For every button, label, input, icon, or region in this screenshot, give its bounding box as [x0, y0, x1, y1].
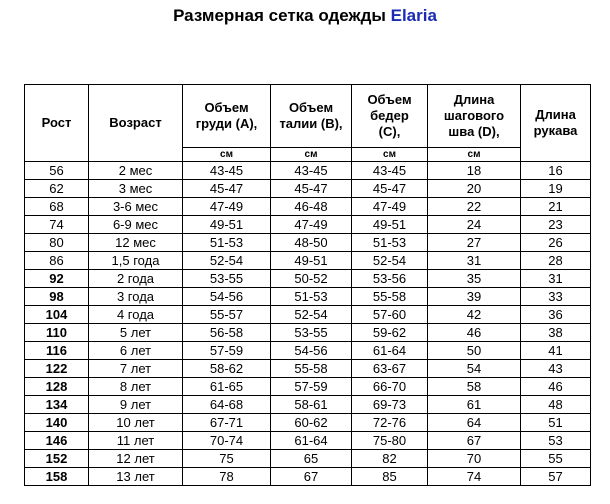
cell-chest: 51-53	[183, 234, 271, 252]
cell-chest: 64-68	[183, 396, 271, 414]
table-row	[25, 324, 591, 342]
cell-inseam: 67	[428, 432, 521, 450]
cell-waist: 46-48	[271, 198, 352, 216]
cell-age: 11 лет	[89, 432, 183, 450]
cell-waist: 67	[271, 468, 352, 486]
cell-chest: 49-51	[183, 216, 271, 234]
brand-name: Elaria	[390, 6, 437, 25]
header-row	[25, 85, 591, 148]
cell-height: 98	[25, 288, 89, 306]
cell-height: 86	[25, 252, 89, 270]
unit-waist: см	[271, 148, 352, 162]
cell-age: 3 мес	[89, 180, 183, 198]
cell-inseam: 61	[428, 396, 521, 414]
cell-age: 4 года	[89, 306, 183, 324]
cell-chest: 52-54	[183, 252, 271, 270]
cell-height: 158	[25, 468, 89, 486]
unit-inseam: см	[428, 148, 521, 162]
cell-waist: 47-49	[271, 216, 352, 234]
cell-inseam: 64	[428, 414, 521, 432]
cell-age: 7 лет	[89, 360, 183, 378]
cell-sleeve: 19	[521, 180, 591, 198]
cell-sleeve: 33	[521, 288, 591, 306]
cell-inseam: 58	[428, 378, 521, 396]
cell-sleeve: 16	[521, 162, 591, 180]
table-row	[25, 198, 591, 216]
cell-chest: 58-62	[183, 360, 271, 378]
cell-waist: 54-56	[271, 342, 352, 360]
table-row	[25, 288, 591, 306]
cell-hip: 51-53	[352, 234, 428, 252]
size-chart-table	[24, 84, 591, 486]
cell-sleeve: 57	[521, 468, 591, 486]
header-waist: Объем талии (B),	[271, 85, 352, 148]
cell-hip: 57-60	[352, 306, 428, 324]
cell-age: 6 лет	[89, 342, 183, 360]
cell-inseam: 18	[428, 162, 521, 180]
cell-waist: 49-51	[271, 252, 352, 270]
table-row	[25, 378, 591, 396]
cell-chest: 53-55	[183, 270, 271, 288]
cell-hip: 82	[352, 450, 428, 468]
cell-hip: 63-67	[352, 360, 428, 378]
page-title	[0, 5, 610, 27]
cell-height: 152	[25, 450, 89, 468]
cell-age: 10 лет	[89, 414, 183, 432]
cell-height: 128	[25, 378, 89, 396]
cell-waist: 51-53	[271, 288, 352, 306]
cell-chest: 70-74	[183, 432, 271, 450]
cell-age: 12 лет	[89, 450, 183, 468]
cell-waist: 43-45	[271, 162, 352, 180]
cell-sleeve: 53	[521, 432, 591, 450]
cell-height: 62	[25, 180, 89, 198]
cell-sleeve: 26	[521, 234, 591, 252]
cell-height: 134	[25, 396, 89, 414]
cell-height: 122	[25, 360, 89, 378]
cell-inseam: 24	[428, 216, 521, 234]
cell-height: 110	[25, 324, 89, 342]
cell-age: 1,5 года	[89, 252, 183, 270]
cell-inseam: 22	[428, 198, 521, 216]
cell-waist: 58-61	[271, 396, 352, 414]
cell-height: 116	[25, 342, 89, 360]
cell-chest: 47-49	[183, 198, 271, 216]
cell-waist: 60-62	[271, 414, 352, 432]
table-row	[25, 162, 591, 180]
cell-chest: 61-65	[183, 378, 271, 396]
cell-age: 5 лет	[89, 324, 183, 342]
cell-age: 2 мес	[89, 162, 183, 180]
cell-waist: 65	[271, 450, 352, 468]
table-row	[25, 468, 591, 486]
cell-sleeve: 46	[521, 378, 591, 396]
cell-sleeve: 23	[521, 216, 591, 234]
cell-inseam: 54	[428, 360, 521, 378]
cell-sleeve: 38	[521, 324, 591, 342]
cell-waist: 57-59	[271, 378, 352, 396]
table-body	[25, 162, 591, 486]
table-row	[25, 360, 591, 378]
cell-hip: 85	[352, 468, 428, 486]
table-row	[25, 306, 591, 324]
cell-age: 3 года	[89, 288, 183, 306]
cell-sleeve: 51	[521, 414, 591, 432]
cell-sleeve: 48	[521, 396, 591, 414]
cell-hip: 49-51	[352, 216, 428, 234]
cell-hip: 69-73	[352, 396, 428, 414]
cell-inseam: 27	[428, 234, 521, 252]
cell-inseam: 42	[428, 306, 521, 324]
cell-height: 80	[25, 234, 89, 252]
cell-height: 146	[25, 432, 89, 450]
cell-chest: 56-58	[183, 324, 271, 342]
cell-height: 56	[25, 162, 89, 180]
cell-age: 12 мес	[89, 234, 183, 252]
cell-chest: 78	[183, 468, 271, 486]
cell-chest: 57-59	[183, 342, 271, 360]
cell-inseam: 46	[428, 324, 521, 342]
cell-age: 9 лет	[89, 396, 183, 414]
table-row	[25, 396, 591, 414]
cell-waist: 52-54	[271, 306, 352, 324]
cell-sleeve: 43	[521, 360, 591, 378]
table-row	[25, 234, 591, 252]
cell-inseam: 39	[428, 288, 521, 306]
table-row	[25, 270, 591, 288]
cell-hip: 52-54	[352, 252, 428, 270]
cell-sleeve: 21	[521, 198, 591, 216]
cell-inseam: 35	[428, 270, 521, 288]
cell-hip: 43-45	[352, 162, 428, 180]
cell-waist: 55-58	[271, 360, 352, 378]
cell-chest: 54-56	[183, 288, 271, 306]
table-row	[25, 432, 591, 450]
cell-hip: 72-76	[352, 414, 428, 432]
header-hip: Объем бедер (C),	[352, 85, 428, 148]
cell-sleeve: 41	[521, 342, 591, 360]
header-height: Рост	[25, 85, 89, 162]
table-row	[25, 414, 591, 432]
header-inseam: Длина шагового шва (D),	[428, 85, 521, 148]
cell-sleeve: 28	[521, 252, 591, 270]
table-row	[25, 252, 591, 270]
cell-chest: 75	[183, 450, 271, 468]
cell-hip: 61-64	[352, 342, 428, 360]
cell-age: 8 лет	[89, 378, 183, 396]
unit-hip: см	[352, 148, 428, 162]
cell-hip: 66-70	[352, 378, 428, 396]
cell-hip: 53-56	[352, 270, 428, 288]
unit-chest: см	[183, 148, 271, 162]
cell-sleeve: 55	[521, 450, 591, 468]
table-row	[25, 216, 591, 234]
cell-inseam: 74	[428, 468, 521, 486]
cell-inseam: 20	[428, 180, 521, 198]
cell-age: 2 года	[89, 270, 183, 288]
cell-height: 68	[25, 198, 89, 216]
table-row	[25, 342, 591, 360]
cell-chest: 55-57	[183, 306, 271, 324]
cell-inseam: 70	[428, 450, 521, 468]
table-row	[25, 450, 591, 468]
cell-chest: 67-71	[183, 414, 271, 432]
cell-chest: 43-45	[183, 162, 271, 180]
cell-height: 140	[25, 414, 89, 432]
cell-inseam: 31	[428, 252, 521, 270]
cell-hip: 59-62	[352, 324, 428, 342]
cell-hip: 45-47	[352, 180, 428, 198]
cell-waist: 53-55	[271, 324, 352, 342]
cell-height: 104	[25, 306, 89, 324]
cell-hip: 47-49	[352, 198, 428, 216]
table-row	[25, 180, 591, 198]
cell-waist: 50-52	[271, 270, 352, 288]
cell-age: 3-6 мес	[89, 198, 183, 216]
header-sleeve: Длина рукава	[521, 85, 591, 162]
cell-height: 74	[25, 216, 89, 234]
header-chest: Объем груди (A),	[183, 85, 271, 148]
cell-sleeve: 36	[521, 306, 591, 324]
cell-age: 13 лет	[89, 468, 183, 486]
title-prefix: Размерная сетка одежды	[173, 6, 391, 25]
cell-inseam: 50	[428, 342, 521, 360]
cell-age: 6-9 мес	[89, 216, 183, 234]
cell-waist: 48-50	[271, 234, 352, 252]
header-age: Возраст	[89, 85, 183, 162]
cell-hip: 55-58	[352, 288, 428, 306]
cell-chest: 45-47	[183, 180, 271, 198]
cell-height: 92	[25, 270, 89, 288]
cell-sleeve: 31	[521, 270, 591, 288]
cell-hip: 75-80	[352, 432, 428, 450]
cell-waist: 45-47	[271, 180, 352, 198]
cell-waist: 61-64	[271, 432, 352, 450]
